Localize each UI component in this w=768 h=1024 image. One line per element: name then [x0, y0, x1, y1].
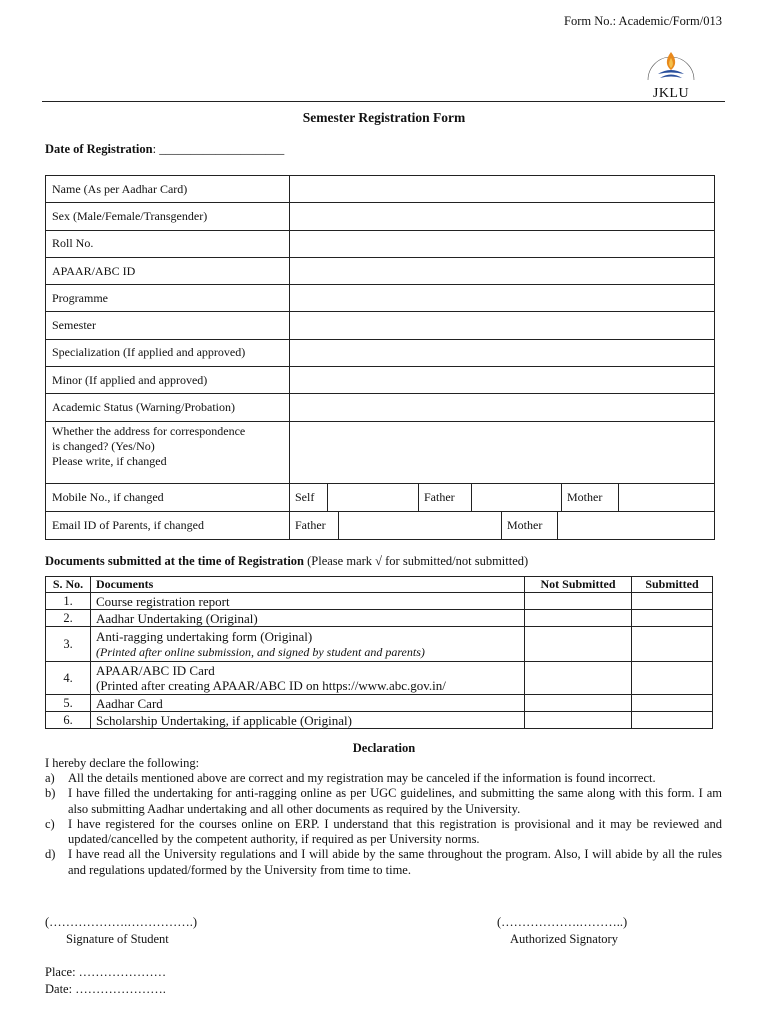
declaration-intro: I hereby declare the following: [45, 756, 200, 770]
table-row [46, 695, 713, 712]
info-label: Programme [46, 285, 290, 312]
info-row-roll [46, 230, 715, 257]
list-item [45, 847, 722, 878]
sex-field[interactable] [290, 203, 715, 230]
email-mother-field[interactable] [558, 512, 715, 539]
email-father-label: Father [290, 512, 339, 539]
page-title: Semester Registration Form [302, 110, 466, 125]
col-submitted: Submitted [632, 577, 713, 593]
info-row-programme [46, 285, 715, 312]
address-label [46, 421, 290, 483]
submitted-checkbox[interactable] [632, 610, 713, 627]
info-label: Specialization (If applied and approved) [46, 339, 290, 366]
minor-field[interactable] [290, 367, 715, 394]
date-of-registration [45, 142, 284, 157]
col-documents: Documents [91, 577, 525, 593]
authority-signature-label: Authorized Signatory [510, 932, 618, 946]
declaration-key: b) [45, 786, 56, 801]
mobile-mother-field[interactable] [619, 484, 715, 511]
mobile-self-label: Self [290, 484, 328, 511]
doc-name: Aadhar Undertaking (Original) [91, 610, 525, 627]
list-item [45, 786, 722, 817]
programme-field[interactable] [290, 285, 715, 312]
semester-field[interactable] [290, 312, 715, 339]
table-row [46, 662, 713, 695]
col-not-submitted: Not Submitted [525, 577, 632, 593]
doc-name: Course registration report [91, 593, 525, 610]
address-label-line: Whether the address for correspondence [52, 423, 246, 438]
jklu-emblem-icon [638, 40, 704, 86]
declaration-text: I have filled the undertaking for anti-ragging online as per UGC guidelines, and submitting the same along with this form. I am also submitting Aadhar undertaking and all other documents as required by the University. [68, 786, 722, 816]
info-label: Roll No. [46, 230, 290, 257]
col-sno: S. No. [46, 577, 91, 593]
doc-name: Aadhar Card [91, 695, 525, 712]
info-row-apaar [46, 257, 715, 284]
mobile-subtable [290, 484, 714, 511]
doc-name: Anti-ragging undertaking form (Original) [96, 628, 313, 644]
info-label: APAAR/ABC ID [46, 257, 290, 284]
info-label: Sex (Male/Female/Transgender) [46, 203, 290, 230]
documents-header-row [46, 577, 713, 593]
info-row-mobile [46, 483, 715, 511]
info-row-specialization [46, 339, 715, 366]
info-label: Name (As per Aadhar Card) [46, 176, 290, 203]
info-row-name [46, 176, 715, 203]
table-row [46, 627, 713, 662]
doc-sno: 4. [46, 662, 91, 695]
mobile-mother-label: Mother [562, 484, 619, 511]
info-row-academic-status [46, 394, 715, 421]
email-label: Email ID of Parents, if changed [46, 511, 290, 539]
address-field[interactable] [290, 421, 715, 483]
doc-cell [91, 662, 525, 695]
declaration-text: I have registered for the courses online on ERP. I understand that this registration is provisional and it may be reviewed and updated/cancelled by the competent authority, if required as per University norms. [68, 816, 722, 847]
student-signature-label: Signature of Student [66, 932, 169, 946]
info-row-address [46, 421, 715, 483]
documents-heading-bold: Documents submitted at the time of Registration [45, 554, 304, 568]
doc-sno: 6. [46, 712, 91, 729]
student-signature-line[interactable]: (……………….…………….) [45, 915, 198, 929]
info-row-minor [46, 367, 715, 394]
doc-note: (Printed after online submission, and signed by student and parents) [96, 644, 425, 659]
not-submitted-checkbox[interactable] [525, 662, 632, 695]
table-row [46, 593, 713, 610]
submitted-checkbox[interactable] [632, 593, 713, 610]
doc-cell [91, 627, 525, 662]
documents-table [45, 576, 713, 729]
mobile-father-field[interactable] [472, 484, 562, 511]
logo-text: JKLU [652, 86, 690, 101]
date-field[interactable]: Date: …………………. [45, 982, 166, 996]
doc-sno: 2. [46, 610, 91, 627]
documents-heading [45, 554, 528, 569]
doc-name: APAAR/ABC ID Card [96, 663, 215, 678]
date-of-registration-blank[interactable]: : ____________________ [152, 142, 285, 156]
address-label-line: Please write, if changed [52, 453, 167, 468]
submitted-checkbox[interactable] [632, 627, 713, 662]
documents-heading-note: (Please mark √ for submitted/not submitted) [304, 554, 529, 568]
date-of-registration-label: Date of Registration [45, 142, 153, 156]
specialization-field[interactable] [290, 339, 715, 366]
list-item [45, 771, 722, 786]
doc-sno: 1. [46, 593, 91, 610]
not-submitted-checkbox[interactable] [525, 712, 632, 729]
mobile-father-label: Father [419, 484, 472, 511]
info-row-sex [46, 203, 715, 230]
info-row-email [46, 511, 715, 539]
authority-signature-line[interactable]: (……………….………..) [497, 915, 628, 929]
declaration-text: All the details mentioned above are correct and my registration may be canceled if the information is found incorrect. [68, 771, 656, 785]
apaar-id-field[interactable] [290, 257, 715, 284]
not-submitted-checkbox[interactable] [525, 695, 632, 712]
doc-note: (Printed after creating APAAR/ABC ID on https://www.abc.gov.in/ [96, 678, 446, 693]
student-info-table [45, 175, 715, 540]
address-label-line: is changed? (Yes/No) [52, 438, 155, 453]
submitted-checkbox[interactable] [632, 662, 713, 695]
submitted-checkbox[interactable] [632, 712, 713, 729]
submitted-checkbox[interactable] [632, 695, 713, 712]
doc-sno: 3. [46, 627, 91, 662]
declaration-text: I have read all the University regulations and I will abide by the same throughout the program. Also, I will abide by all the rules and regulations updated/formed by the University from time to time. [68, 847, 722, 877]
email-mother-label: Mother [502, 512, 558, 539]
list-item [45, 817, 722, 848]
declaration-key: a) [45, 771, 55, 785]
info-label: Academic Status (Warning/Probation) [46, 394, 290, 421]
not-submitted-checkbox[interactable] [525, 593, 632, 610]
table-row [46, 610, 713, 627]
mobile-label: Mobile No., if changed [46, 483, 290, 511]
header-divider [42, 101, 725, 102]
declaration-list [45, 771, 722, 878]
academic-status-field[interactable] [290, 394, 715, 421]
doc-sno: 5. [46, 695, 91, 712]
declaration-title: Declaration [352, 741, 416, 755]
email-father-field[interactable] [339, 512, 502, 539]
info-label: Minor (If applied and approved) [46, 367, 290, 394]
form-number: Form No.: Academic/Form/013 [564, 14, 722, 28]
mobile-self-field[interactable] [328, 484, 419, 511]
doc-name: Scholarship Undertaking, if applicable (Original) [91, 712, 525, 729]
university-logo [638, 40, 704, 102]
name-field[interactable] [290, 176, 715, 203]
not-submitted-checkbox[interactable] [525, 627, 632, 662]
email-subtable [290, 512, 714, 539]
table-row [46, 712, 713, 729]
place-field[interactable]: Place: ………………… [45, 965, 167, 979]
info-row-semester [46, 312, 715, 339]
roll-no-field[interactable] [290, 230, 715, 257]
info-label: Semester [46, 312, 290, 339]
declaration-key: d) [45, 847, 56, 862]
not-submitted-checkbox[interactable] [525, 610, 632, 627]
declaration-key: c) [45, 816, 55, 831]
